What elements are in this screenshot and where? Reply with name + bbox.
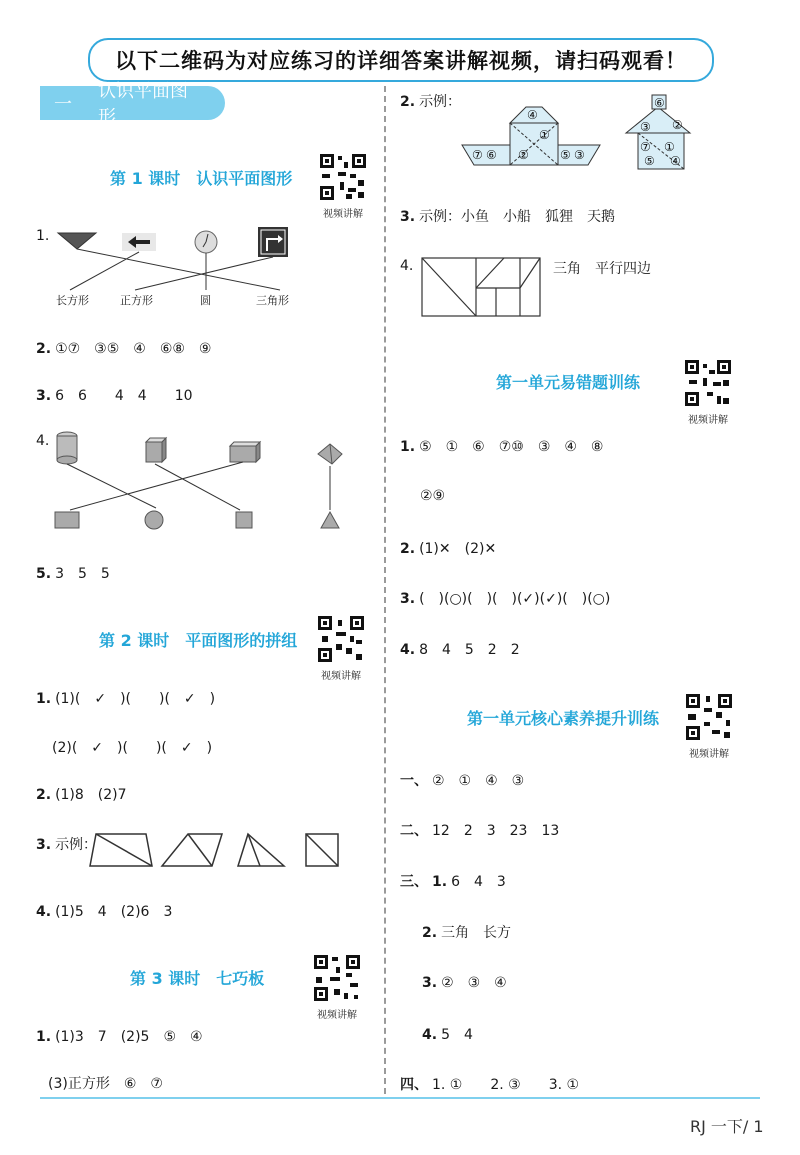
answer-line: 一、 ② ① ④ ③ (400, 773, 525, 789)
dissection-figure (420, 256, 542, 318)
circle-shape (145, 511, 163, 529)
q4-number: 4. (400, 258, 414, 274)
square-shape (236, 512, 252, 528)
answer-line: 3. ② ③ ④ (422, 975, 507, 991)
svg-text:⑥: ⑥ (486, 148, 497, 162)
answer-line: 2. ①⑦ ③⑤ ④ ⑥⑧ ⑨ (36, 341, 212, 357)
answer-line: 1. ⑤ ① ⑥ ⑦⑩ ③ ④ ⑧ (400, 439, 604, 455)
qr-label: 视频讲解 (321, 671, 361, 682)
label-triangle: 三角形 (256, 294, 289, 307)
qr-label: 视频讲解 (317, 1010, 357, 1021)
svg-text:②: ② (518, 148, 529, 162)
answer-line: 2. (1)8 (2)7 (36, 787, 127, 803)
svg-text:⑤: ⑤ (560, 148, 571, 162)
answer-line: 2. 示例： (400, 94, 462, 110)
answer-line: ②⑨ (420, 488, 446, 504)
answer-line: 四、 1. ① 2. ③ 3. ① (400, 1077, 580, 1093)
svg-text:②: ② (672, 118, 683, 132)
qr-code-icon[interactable] (318, 152, 368, 202)
answer-line: 2. (1)✕ (2)✕ (400, 541, 497, 557)
answer-line: 3. ( )(○)( )( )(✓)(✓)( )(○) (400, 591, 611, 607)
turn-sign-shape (258, 227, 288, 257)
column-divider (384, 86, 386, 1094)
answer-line: 5. 3 5 5 (36, 566, 110, 582)
answer-line: (2)( ✓ )( )( ✓ ) (52, 740, 213, 756)
answer-line: 三角 平行四边 (553, 261, 651, 277)
svg-text:③: ③ (640, 120, 651, 134)
svg-text:④: ④ (527, 108, 538, 122)
unit-core-title: 第一单元核心素养提升训练 (467, 709, 660, 728)
label-rectangle: 长方形 (56, 294, 89, 307)
qr-code-icon[interactable] (683, 358, 733, 408)
qr-code-icon[interactable] (316, 614, 366, 664)
svg-text:①: ① (539, 128, 550, 142)
q1-number: 1. (36, 228, 50, 244)
svg-text:⑤: ⑤ (644, 154, 655, 168)
qr-label: 视频讲解 (688, 415, 728, 426)
answer-line: 2. 三角 长方 (422, 925, 512, 941)
qr-label: 视频讲解 (689, 749, 729, 760)
lesson3-title: 第 3 课时 七巧板 (130, 969, 265, 988)
triangle-shape (58, 233, 96, 249)
cuboid-shape (230, 442, 260, 446)
answer-line: 二、 12 2 3 23 13 (400, 823, 560, 839)
answer-line: 4. (1)5 4 (2)6 3 (36, 904, 173, 920)
composed-shapes-figure (88, 830, 348, 870)
label-circle: 圆 (200, 294, 211, 307)
label-square: 正方形 (120, 294, 153, 307)
banner: 以下二维码为对应练习的详细答案讲解视频，请扫码观看！ (88, 38, 714, 82)
lesson1-title: 第 1 课时 认识平面图形 (110, 169, 293, 188)
answer-line: 4. 5 4 (422, 1027, 473, 1043)
svg-text:①: ① (664, 140, 675, 154)
tangram-figure (460, 93, 750, 173)
answer-line: 三、 1. 6 4 3 (400, 874, 506, 890)
triangle-shape (321, 512, 339, 528)
solid-matching-figure (50, 428, 350, 533)
qr-code-icon[interactable] (684, 692, 734, 742)
answer-line: 3. 示例：小鱼 小船 狐狸 天鹅 (400, 209, 616, 225)
answer-line: 1. (1)3 7 (2)5 ⑤ ④ (36, 1029, 203, 1045)
qr-label: 视频讲解 (323, 209, 363, 220)
answer-line: (3)正方形 ⑥ ⑦ (48, 1076, 163, 1092)
answer-line: 3. 示例： (36, 837, 98, 853)
section-title: 认识平面图形 (98, 81, 188, 128)
footer-rule (40, 1097, 760, 1099)
unit-errors-title: 第一单元易错题训练 (496, 373, 641, 392)
page-number: RJ 一下/ 1 (690, 1117, 764, 1136)
answer-line: 4. 8 4 5 2 2 (400, 642, 520, 658)
qr-code-icon[interactable] (312, 953, 362, 1003)
answer-line: 3. 6 6 4 4 10 (36, 388, 193, 404)
section-header (40, 81, 225, 128)
rectangle-shape (55, 512, 79, 528)
svg-text:⑦: ⑦ (640, 140, 651, 154)
q4-number: 4. (36, 433, 50, 449)
lesson2-title: 第 2 课时 平面图形的拼组 (99, 631, 298, 650)
section-number: 一 (54, 94, 72, 115)
svg-text:③: ③ (574, 148, 585, 162)
svg-text:④: ④ (670, 154, 681, 168)
svg-text:⑦: ⑦ (472, 148, 483, 162)
answer-line: 1. (1)( ✓ )( )( ✓ ) (36, 691, 216, 707)
svg-text:⑥: ⑥ (654, 96, 665, 110)
